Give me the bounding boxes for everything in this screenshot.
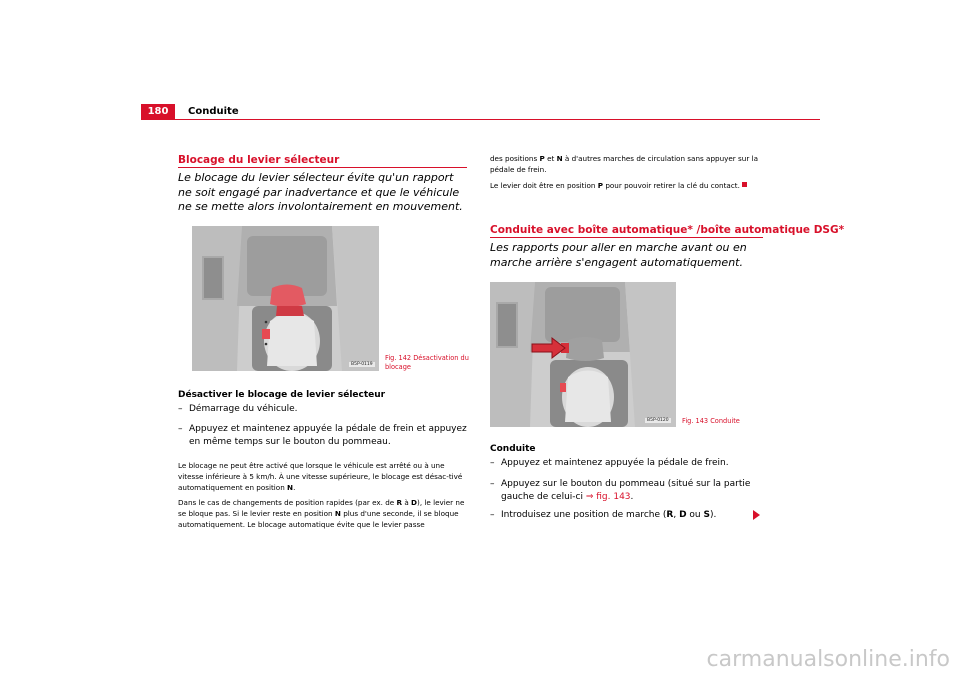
figure-gear-lever-lock — [192, 226, 379, 371]
figure-driving — [490, 282, 676, 427]
gear-lever-button-illustration — [490, 282, 676, 427]
section-divider — [178, 167, 467, 168]
header-title: Conduite — [188, 106, 239, 117]
footer-watermark: carmanualsonline.info — [706, 647, 950, 672]
figure-code: B5P-0120 — [647, 418, 669, 423]
page-number: 180 — [141, 104, 175, 119]
paragraph-key-removal: Le levier doit être en position P pour pouvoir retirer la clé du contact. — [490, 180, 775, 191]
step-item: – Appuyez et maintenez appuyée la pédale de frein et appuyez en même temps sur le bouton du pommeau. — [178, 424, 467, 447]
figure-caption: Fig. 142 Désactivation du blocage — [385, 354, 469, 371]
step-item: – Démarrage du véhicule. — [178, 404, 298, 414]
figure-code: B5P-0119 — [351, 362, 373, 367]
subheading-deactivate: Désactiver le blocage de levier sélecteur — [178, 390, 386, 400]
section-heading-automatic: Conduite avec boîte automatique* /boîte automatique DSG* — [490, 224, 845, 236]
figure-link[interactable]: ⇒ fig. 143 — [585, 492, 631, 502]
header-divider — [141, 119, 820, 120]
step-item: – Appuyez sur le bouton du pommeau (situé sur la partie gauche de celui-ci ⇒ fig. 143. — [490, 479, 751, 502]
section-heading-selector-lock: Blocage du levier sélecteur — [178, 154, 340, 166]
gear-lever-illustration — [192, 226, 379, 371]
end-of-section-marker — [742, 182, 747, 187]
paragraph-rapid-change: Dans le cas de changements de position rapides (par ex. de R à D), le levier ne se bloque pas. Si le levier reste en position N plus d'une seconde, il se bloque automatiquement. Le blocage automatique évite que le levier passe — [178, 498, 465, 529]
subheading-driving: Conduite — [490, 444, 536, 454]
step-item: – Appuyez et maintenez appuyée la pédale de frein. — [490, 458, 729, 468]
section-intro: Le blocage du levier sélecteur évite qu'un rapport ne soit engagé par inadvertance et que le véhicule ne se mette alors involontairement en mouvement. — [178, 171, 463, 213]
paragraph-continuation: des positions P et N à d'autres marches de circulation sans appuyer sur la pédale de frein. — [490, 154, 758, 174]
figure-caption: Fig. 143 Conduite — [682, 417, 740, 425]
continue-arrow-icon — [753, 510, 760, 520]
paragraph-lock-speed: Le blocage ne peut être activé que lorsque le véhicule est arrêté ou à une vitesse inférieure à 5 km/h. À une vitesse supérieure, le blocage est désac-tivé automatiquement en position N. — [178, 461, 463, 492]
section-divider — [490, 237, 763, 238]
section-intro: Les rapports pour aller en marche avant ou en marche arrière s'engagent automatiquement. — [490, 241, 747, 269]
step-item: – Introduisez une position de marche (R, D ou S). — [490, 510, 717, 520]
